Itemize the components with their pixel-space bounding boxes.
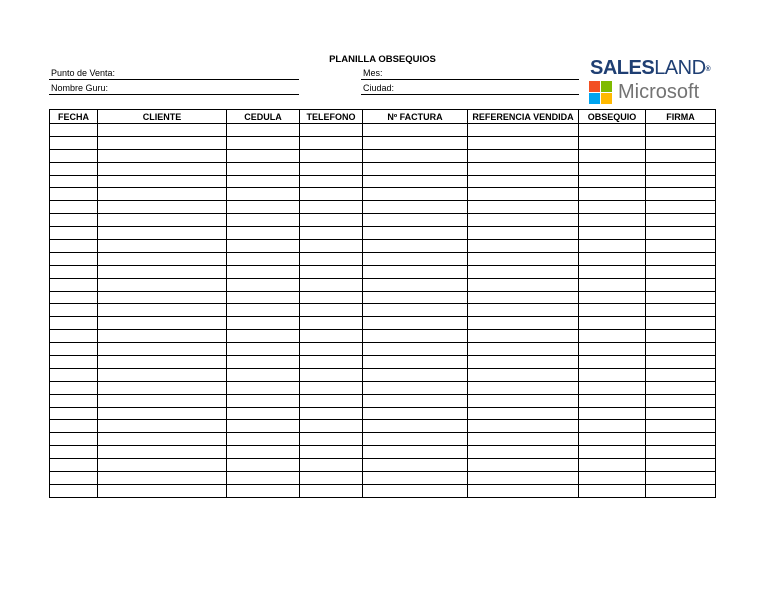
table-cell[interactable] [363,201,468,214]
column-header-factura: Nº FACTURA [363,110,468,124]
table-cell[interactable] [363,472,468,485]
column-header-telefono: TELEFONO [300,110,363,124]
table-cell[interactable] [468,175,579,188]
table-cell[interactable] [300,188,363,201]
table-cell[interactable] [227,407,300,420]
table-cell[interactable] [227,381,300,394]
column-header-cliente: CLIENTE [98,110,227,124]
table-cell[interactable] [50,330,98,343]
table-cell[interactable] [579,343,646,356]
table-cell[interactable] [50,394,98,407]
table-cell[interactable] [98,343,227,356]
table-cell[interactable] [50,227,98,240]
table-cell[interactable] [646,317,716,330]
table-cell[interactable] [300,420,363,433]
table-cell[interactable] [646,330,716,343]
table-cell[interactable] [300,484,363,497]
table-cell[interactable] [646,240,716,253]
table-cell[interactable] [468,265,579,278]
table-row [50,162,716,175]
table-cell[interactable] [98,484,227,497]
table-cell[interactable] [98,227,227,240]
table-cell[interactable] [646,446,716,459]
table-cell[interactable] [579,381,646,394]
table-cell[interactable] [363,459,468,472]
table-cell[interactable] [227,356,300,369]
table-cell[interactable] [468,162,579,175]
table-cell[interactable] [646,214,716,227]
table-cell[interactable] [363,356,468,369]
table-cell[interactable] [227,317,300,330]
table-cell[interactable] [50,356,98,369]
table-cell[interactable] [50,484,98,497]
table-cell[interactable] [98,252,227,265]
table-cell[interactable] [98,472,227,485]
table-cell[interactable] [646,291,716,304]
table-row [50,304,716,317]
table-row [50,240,716,253]
table-cell[interactable] [227,304,300,317]
table-cell[interactable] [646,472,716,485]
table-cell[interactable] [300,162,363,175]
table-row [50,343,716,356]
table-cell[interactable] [363,330,468,343]
table-cell[interactable] [50,278,98,291]
table-cell[interactable] [579,227,646,240]
table-cell[interactable] [300,459,363,472]
nombre-guru-label: Nombre Guru: [51,83,109,93]
table-cell[interactable] [300,240,363,253]
column-header-firma: FIRMA [646,110,716,124]
table-cell[interactable] [363,484,468,497]
table-cell[interactable] [50,407,98,420]
table-cell[interactable] [468,278,579,291]
table-cell[interactable] [468,136,579,149]
table-cell[interactable] [579,278,646,291]
table-cell[interactable] [579,240,646,253]
table-cell[interactable] [227,446,300,459]
table-cell[interactable] [646,136,716,149]
table-cell[interactable] [227,136,300,149]
table-cell[interactable] [227,343,300,356]
table-cell[interactable] [300,227,363,240]
table-cell[interactable] [363,433,468,446]
table-cell[interactable] [363,291,468,304]
table-cell[interactable] [579,472,646,485]
table-cell[interactable] [50,188,98,201]
table-cell[interactable] [468,484,579,497]
table-cell[interactable] [300,149,363,162]
table-cell[interactable] [227,124,300,137]
table-cell[interactable] [363,175,468,188]
table-cell[interactable] [300,252,363,265]
table-cell[interactable] [50,136,98,149]
table-cell[interactable] [579,394,646,407]
table-cell[interactable] [300,175,363,188]
table-cell[interactable] [50,149,98,162]
table-header-row [50,110,716,124]
table-row [50,330,716,343]
table-cell[interactable] [468,188,579,201]
table-cell[interactable] [363,149,468,162]
table-cell[interactable] [50,265,98,278]
table-cell[interactable] [50,252,98,265]
table-cell[interactable] [300,394,363,407]
table-cell[interactable] [50,240,98,253]
table-row [50,459,716,472]
table-cell[interactable] [227,472,300,485]
table-cell[interactable] [300,330,363,343]
table-row [50,136,716,149]
table-cell[interactable] [646,394,716,407]
table-cell[interactable] [646,381,716,394]
table-cell[interactable] [227,330,300,343]
table-cell[interactable] [98,162,227,175]
table-cell[interactable] [646,124,716,137]
table-cell[interactable] [363,317,468,330]
table-cell[interactable] [579,175,646,188]
table-cell[interactable] [300,291,363,304]
table-cell[interactable] [646,188,716,201]
table-cell[interactable] [646,356,716,369]
table-cell[interactable] [579,162,646,175]
table-row [50,227,716,240]
table-row [50,252,716,265]
table-cell[interactable] [579,459,646,472]
table-cell[interactable] [579,188,646,201]
table-cell[interactable] [363,252,468,265]
table-cell[interactable] [646,368,716,381]
table-cell[interactable] [579,214,646,227]
table-cell[interactable] [468,381,579,394]
table-cell[interactable] [468,252,579,265]
table-cell[interactable] [227,252,300,265]
table-cell[interactable] [579,420,646,433]
table-cell[interactable] [227,214,300,227]
table-cell[interactable] [363,265,468,278]
table-row [50,124,716,137]
salesland-microsoft-logo [588,55,713,107]
table-cell[interactable] [50,201,98,214]
table-cell[interactable] [98,265,227,278]
table-cell[interactable] [227,433,300,446]
table-cell[interactable] [98,278,227,291]
mes-field[interactable] [361,67,579,80]
table-cell[interactable] [300,343,363,356]
table-cell[interactable] [98,136,227,149]
table-cell[interactable] [50,420,98,433]
table-cell[interactable] [227,162,300,175]
table-body [50,124,716,498]
table-cell[interactable] [300,472,363,485]
table-cell[interactable] [468,149,579,162]
table-cell[interactable] [579,136,646,149]
table-cell[interactable] [98,433,227,446]
table-cell[interactable] [98,214,227,227]
table-cell[interactable] [98,124,227,137]
table-cell[interactable] [468,356,579,369]
table-cell[interactable] [363,368,468,381]
table-row [50,188,716,201]
ciudad-label: Ciudad: [363,83,395,93]
table-cell[interactable] [646,149,716,162]
table-row [50,368,716,381]
table-cell[interactable] [579,304,646,317]
microsoft-squares-icon [589,81,613,105]
table-cell[interactable] [363,381,468,394]
table-cell[interactable] [579,317,646,330]
table-row [50,317,716,330]
punto-de-venta-label: Punto de Venta: [51,68,116,78]
table-cell[interactable] [468,394,579,407]
table-cell[interactable] [363,214,468,227]
table-row [50,278,716,291]
table-row [50,394,716,407]
table-cell[interactable] [579,446,646,459]
table-cell[interactable] [468,343,579,356]
table-cell[interactable] [50,214,98,227]
salesland-wordmark: SALESLAND® [590,57,711,79]
table-cell[interactable] [98,188,227,201]
table-cell[interactable] [468,201,579,214]
table-cell[interactable] [363,240,468,253]
table-cell[interactable] [98,459,227,472]
table-cell[interactable] [363,304,468,317]
table-cell[interactable] [98,368,227,381]
table-cell[interactable] [50,162,98,175]
table-cell[interactable] [227,175,300,188]
table-row [50,149,716,162]
table-cell[interactable] [300,201,363,214]
table-cell[interactable] [227,240,300,253]
table-cell[interactable] [468,407,579,420]
microsoft-wordmark: Microsoft [618,81,700,103]
table-cell[interactable] [646,201,716,214]
table-cell[interactable] [300,381,363,394]
column-header-cedula: CEDULA [227,110,300,124]
table-cell[interactable] [98,381,227,394]
table-cell[interactable] [646,304,716,317]
table-row [50,407,716,420]
table-cell[interactable] [227,265,300,278]
table-cell[interactable] [363,227,468,240]
column-header-fecha: FECHA [50,110,98,124]
table-cell[interactable] [227,368,300,381]
table-cell[interactable] [300,136,363,149]
table-cell[interactable] [227,149,300,162]
table-cell[interactable] [50,446,98,459]
table-cell[interactable] [646,278,716,291]
table-cell[interactable] [98,291,227,304]
table-cell[interactable] [300,433,363,446]
table-cell[interactable] [468,317,579,330]
table-cell[interactable] [98,407,227,420]
table-cell[interactable] [98,149,227,162]
punto-de-venta-field[interactable] [49,67,299,80]
table-cell[interactable] [98,201,227,214]
table-cell[interactable] [300,368,363,381]
table-cell[interactable] [98,356,227,369]
table-cell[interactable] [227,394,300,407]
table-cell[interactable] [50,433,98,446]
obsequios-table [49,109,716,498]
table-row [50,446,716,459]
table-cell[interactable] [468,433,579,446]
table-cell[interactable] [646,459,716,472]
table-cell[interactable] [50,472,98,485]
table-cell[interactable] [50,124,98,137]
table-cell[interactable] [98,394,227,407]
table-cell[interactable] [227,201,300,214]
table-cell[interactable] [50,291,98,304]
table-cell[interactable] [98,240,227,253]
table-cell[interactable] [50,343,98,356]
table-row [50,291,716,304]
table-cell[interactable] [300,124,363,137]
table-cell[interactable] [363,420,468,433]
table-cell[interactable] [227,459,300,472]
table-cell[interactable] [468,472,579,485]
table-row [50,265,716,278]
table-cell[interactable] [579,201,646,214]
table-cell[interactable] [50,175,98,188]
table-cell[interactable] [227,420,300,433]
table-cell[interactable] [98,330,227,343]
table-cell[interactable] [300,446,363,459]
table-row [50,356,716,369]
table-cell[interactable] [468,227,579,240]
table-cell[interactable] [98,420,227,433]
table-cell[interactable] [579,368,646,381]
table-row [50,433,716,446]
table-row [50,201,716,214]
nombre-guru-field[interactable] [49,82,299,95]
table-cell[interactable] [98,304,227,317]
table-cell[interactable] [579,124,646,137]
table-cell[interactable] [468,304,579,317]
table-cell[interactable] [646,227,716,240]
table-cell[interactable] [646,252,716,265]
table-cell[interactable] [468,368,579,381]
table-cell[interactable] [363,343,468,356]
table-row [50,472,716,485]
table-cell[interactable] [579,484,646,497]
table-cell[interactable] [300,278,363,291]
table-cell[interactable] [579,433,646,446]
table-cell[interactable] [300,356,363,369]
table-cell[interactable] [579,407,646,420]
table-cell[interactable] [363,136,468,149]
table-cell[interactable] [227,484,300,497]
table-row [50,420,716,433]
table-row [50,484,716,497]
table-cell[interactable] [50,317,98,330]
table-cell[interactable] [227,278,300,291]
table-cell[interactable] [98,317,227,330]
table-cell[interactable] [646,162,716,175]
table-cell[interactable] [646,343,716,356]
table-cell[interactable] [579,291,646,304]
table-cell[interactable] [227,227,300,240]
table-cell[interactable] [50,304,98,317]
table-cell[interactable] [363,188,468,201]
table-cell[interactable] [579,149,646,162]
table-cell[interactable] [363,446,468,459]
column-header-referencia: REFERENCIA VENDIDA [468,110,579,124]
table-cell[interactable] [363,162,468,175]
table-cell[interactable] [579,330,646,343]
table-row [50,381,716,394]
table-cell[interactable] [98,446,227,459]
table-cell[interactable] [300,214,363,227]
table-cell[interactable] [579,252,646,265]
table-cell[interactable] [579,265,646,278]
ciudad-field[interactable] [361,82,579,95]
table-cell[interactable] [363,394,468,407]
table-cell[interactable] [50,381,98,394]
table-cell[interactable] [468,446,579,459]
table-cell[interactable] [468,420,579,433]
table-cell[interactable] [646,265,716,278]
table-cell[interactable] [363,124,468,137]
table-cell[interactable] [363,278,468,291]
table-cell[interactable] [227,188,300,201]
table-cell[interactable] [50,459,98,472]
table-cell[interactable] [50,368,98,381]
table-cell[interactable] [300,407,363,420]
mes-label: Mes: [363,68,383,78]
table-cell[interactable] [300,317,363,330]
table-cell[interactable] [363,407,468,420]
table-cell[interactable] [646,407,716,420]
table-cell[interactable] [300,304,363,317]
table-row [50,175,716,188]
table-cell[interactable] [227,291,300,304]
table-cell[interactable] [646,484,716,497]
table-cell[interactable] [646,420,716,433]
table-row [50,214,716,227]
column-header-obsequio: OBSEQUIO [579,110,646,124]
table-cell[interactable] [468,291,579,304]
table-cell[interactable] [98,175,227,188]
table-cell[interactable] [468,214,579,227]
table-cell[interactable] [300,265,363,278]
table-cell[interactable] [468,124,579,137]
table-cell[interactable] [468,459,579,472]
table-cell[interactable] [468,330,579,343]
table-cell[interactable] [468,240,579,253]
document-title: PLANILLA OBSEQUIOS [329,54,436,65]
table-cell[interactable] [646,175,716,188]
table-cell[interactable] [579,356,646,369]
table-cell[interactable] [646,433,716,446]
